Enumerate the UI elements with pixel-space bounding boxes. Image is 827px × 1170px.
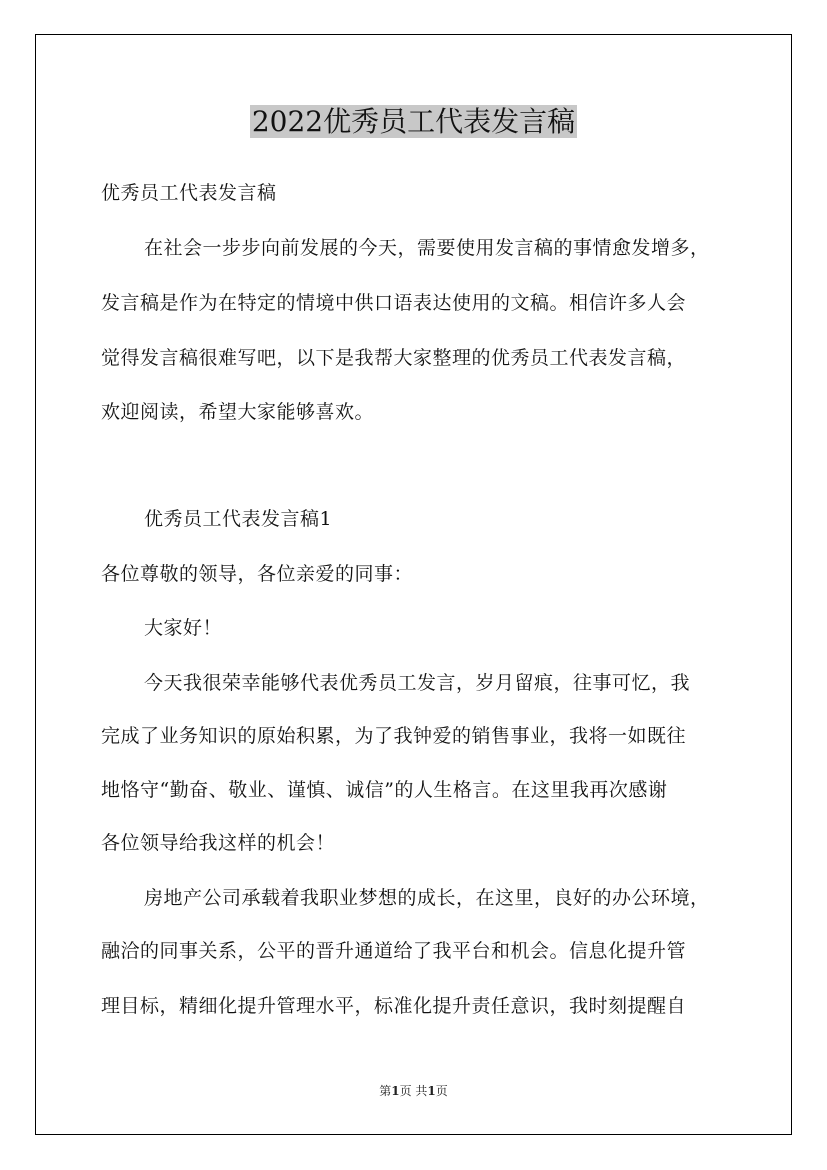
footer-page-total: 1 (427, 1084, 436, 1098)
paragraph-line: 发言稿是作为在特定的情境中供口语表达使用的文稿。相信许多人会 (101, 292, 687, 314)
paragraph-line: 房地产公司承载着我职业梦想的成长，在这里，良好的办公环境， (144, 887, 710, 909)
footer-page-current: 1 (391, 1084, 400, 1098)
greeting: 大家好！ (144, 617, 223, 639)
section-heading: 优秀员工代表发言稿1 (144, 508, 333, 530)
footer-mid: 页 共 (399, 1084, 428, 1098)
document-title (0, 103, 827, 141)
paragraph-line: 在社会一步步向前发展的今天，需要使用发言稿的事情愈发增多， (144, 237, 710, 259)
page-footer (0, 1083, 827, 1099)
paragraph-line: 理目标，精细化提升管理水平，标准化提升责任意识，我时刻提醒自 (101, 995, 687, 1017)
paragraph-line: 完成了业务知识的原始积累，为了我钟爱的销售事业，我将一如既往 (101, 725, 687, 747)
paragraph-line: 觉得发言稿很难写吧，以下是我帮大家整理的优秀员工代表发言稿， (101, 347, 687, 369)
document-subtitle: 优秀员工代表发言稿 (101, 182, 277, 204)
paragraph-line: 地恪守“勤奋、敬业、谨慎、诚信”的人生格言。在这里我再次感谢 (101, 779, 668, 801)
paragraph-line: 各位领导给我这样的机会！ (101, 832, 336, 854)
footer-prefix: 第 (379, 1084, 392, 1098)
document-title-text: 2022优秀员工代表发言稿 (251, 105, 576, 138)
paragraph-line: 今天我很荣幸能够代表优秀员工发言，岁月留痕，往事可忆，我 (144, 672, 691, 694)
footer-suffix: 页 (435, 1084, 448, 1098)
paragraph-line: 欢迎阅读，希望大家能够喜欢。 (101, 401, 375, 423)
paragraph-line: 融洽的同事关系，公平的晋升通道给了我平台和机会。信息化提升管 (101, 940, 687, 962)
salutation: 各位尊敬的领导，各位亲爱的同事： (101, 563, 414, 585)
